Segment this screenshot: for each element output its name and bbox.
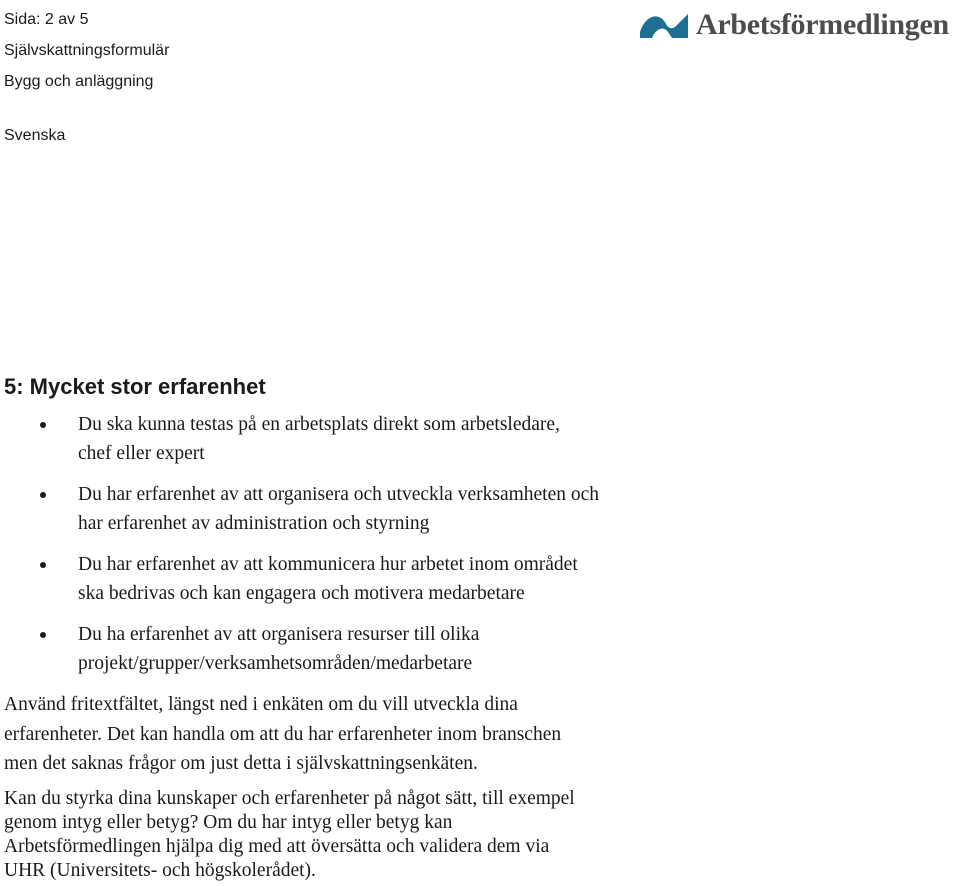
criteria-item	[0, 410, 720, 468]
section-title: 5: Mycket stor erfarenhet	[4, 374, 266, 399]
criteria-item	[0, 620, 720, 678]
criteria-item	[0, 550, 720, 608]
logo-wordmark: Arbetsförmedlingen	[696, 8, 949, 41]
criteria-line: har erfarenhet av administration och styrning	[78, 513, 430, 534]
criteria-line: Du ska kunna testas på en arbetsplats direkt som arbetsledare,	[78, 414, 560, 435]
paragraph-line: Arbetsförmedlingen hjälpa dig med att översätta och validera dem via	[4, 836, 550, 857]
form-name: Självskattningsformulär	[4, 42, 170, 59]
bullet-icon	[40, 632, 46, 638]
paragraph-line: Kan du styrka dina kunskaper och erfarenheter på något sätt, till exempel	[4, 788, 575, 809]
validation-instruction	[4, 787, 724, 883]
criteria-line: projekt/grupper/verksamhetsområden/medarbetare	[78, 653, 473, 674]
bullet-icon	[40, 562, 46, 568]
page-indicator: Sida: 2 av 5	[4, 11, 89, 28]
criteria-list	[0, 410, 720, 690]
paragraph-line: genom intyg eller betyg? Om du har intyg eller betyg kan	[4, 812, 453, 833]
criteria-line: Du har erfarenhet av att organisera och utveckla verksamheten och	[78, 484, 600, 505]
paragraph-line: Använd fritextfältet, längst ned i enkäten om du vill utveckla dina	[4, 694, 518, 715]
criteria-line: ska bedrivas och kan engagera och motivera medarbetare	[78, 583, 525, 604]
bullet-icon	[40, 492, 46, 498]
criteria-line: Du har erfarenhet av att kommunicera hur arbetet inom området	[78, 554, 578, 575]
paragraph-line: men det saknas frågor om just detta i självskattningsenkäten.	[4, 753, 478, 774]
bullet-icon	[40, 422, 46, 428]
free-text-instruction	[4, 690, 724, 779]
criteria-line: Du ha erfarenhet av att organisera resurser till olika	[78, 624, 480, 645]
criteria-item	[0, 480, 720, 538]
language-label: Svenska	[4, 127, 66, 144]
document-header	[4, 4, 169, 97]
arbetsformedlingen-logo	[638, 4, 954, 46]
category-name: Bygg och anläggning	[4, 73, 154, 90]
paragraph-line: erfarenheter. Det kan handla om att du har erfarenheter inom branschen	[4, 723, 562, 745]
arbetsformedlingen-logo-icon	[638, 10, 690, 40]
paragraph-line: UHR (Universitets- och högskolerådet).	[4, 860, 316, 881]
criteria-line: chef eller expert	[78, 443, 205, 464]
